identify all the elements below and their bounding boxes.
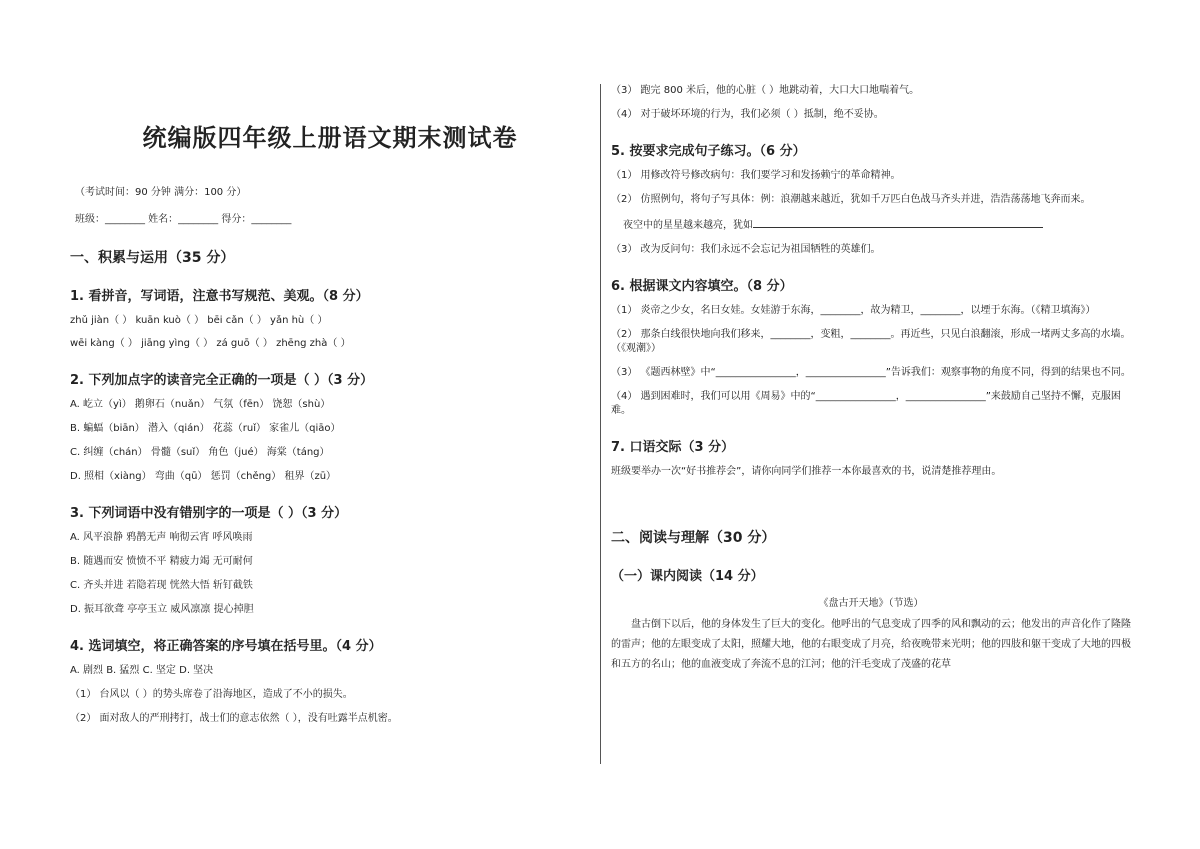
question-1-heading: 1. 看拼音，写词语，注意书写规范、美观。（8 分） — [70, 289, 369, 304]
page-title: 统编版四年级上册语文期末测试卷 — [142, 124, 518, 152]
exam-info: （考试时间：90 分钟 满分：100 分） — [75, 187, 247, 198]
question-4-heading: 4. 选词填空，将正确答案的序号填在括号里。（4 分） — [70, 639, 382, 654]
pinyin-row-2: wēi kàng（ ） jiāng yìng（ ） zá guō（ ） zhēng zhà（ ） — [70, 338, 351, 349]
question-2-heading: 2. 下列加点字的读音完全正确的一项是（ ）（3 分） — [70, 373, 374, 388]
q7-text: 班级要举办一次“好书推荐会”，请你向同学们推荐一本你最喜欢的书，说清楚推荐理由。 — [611, 466, 1002, 477]
q2-option-c: C. 纠缠（chán） 骨髓（suǐ） 角色（jué） 海棠（táng） — [70, 447, 330, 458]
q5-item-2: （2） 仿照例句，将句子写具体：例：浪潮越来越近，犹如千万匹白色战马齐头并进，浩浩荡荡地飞奔而来。 — [611, 194, 1091, 205]
q6-item-2: （2） 那条白线很快地向我们移来，________，变粗，________。再近些，只见白浪翻滚，形成一堵两丈多高的水墙。（《观潮》） — [611, 329, 1131, 354]
section-heading-2: 二、阅读与理解（30 分） — [611, 530, 776, 546]
q4-item-1: （1） 台风以（ ）的势头席卷了沿海地区，造成了不小的损失。 — [70, 689, 353, 700]
q3-option-b: B. 随遇而安 愤愤不平 精疲力竭 无可耐何 — [70, 556, 253, 567]
q6-item-1: （1） 炎帝之少女，名曰女娃。女娃游于东海，________，故为精卫，________，以堙于东海。（《精卫填海》） — [611, 305, 1096, 316]
left-column — [70, 84, 590, 736]
q3-option-c: C. 齐头并进 若隐若现 恍然大悟 斩钉截铁 — [70, 580, 253, 591]
question-3-heading: 3. 下列词语中没有错别字的一项是（ ）（3 分） — [70, 506, 348, 521]
passage-title: 《盘古开天地》（节选） — [818, 598, 924, 609]
q5-item-2-prompt: 夜空中的星星越来越亮，犹如 — [623, 220, 753, 231]
q5-item-1: （1） 用修改符号修改病句：我们要学习和发扬赖宁的革命精神。 — [611, 170, 901, 181]
column-divider — [600, 84, 601, 764]
q2-option-a: A. 屹立（yì） 鹅卵石（nuǎn） 气氛（fēn） 饶恕（shù） — [70, 399, 331, 410]
q3-option-a: A. 风平浪静 鸦鹊无声 响彻云宵 呼风唤雨 — [70, 532, 253, 543]
q2-option-b: B. 蝙蝠（biān） 潜入（qián） 花蕊（ruǐ） 家雀儿（qiāo） — [70, 423, 341, 434]
q4-item-4: （4） 对于破坏环境的行为，我们必须（ ）抵制，绝不妥协。 — [611, 109, 884, 120]
q4-item-3: （3） 跑完 800 米后，他的心脏（ ）地跳动着，大口大口地喘着气。 — [611, 85, 920, 96]
pinyin-row-1: zhǔ jiàn（ ） kuān kuò（ ） bēi cǎn（ ） yǎn hù（ ） — [70, 315, 328, 326]
q4-choices: A. 剧烈 B. 猛烈 C. 坚定 D. 坚决 — [70, 665, 214, 676]
q6-item-3: （3） 《题西林壁》中“________________，________________”告诉我们：观察事物的角度不同，得到的结果也不同。 — [611, 367, 1131, 378]
question-6-heading: 6. 根据课文内容填空。（8 分） — [611, 279, 793, 294]
q5-item-3: （3） 改为反问句：我们永远不会忘记为祖国牺牲的英雄们。 — [611, 244, 881, 255]
passage-text: 盘古倒下以后，他的身体发生了巨大的变化。他呼出的气息变成了四季的风和飘动的云；他发出的声音化作了隆隆的雷声；他的左眼变成了太阳，照耀大地，他的右眼变成了月亮，给夜晚带来光明；他的四肢和躯干变成了大地的四极和五方的名山；他的血液变成了奔流不息的江河；他的汗毛变成了茂盛的花草 — [611, 619, 1131, 670]
question-5-heading: 5. 按要求完成句子练习。（6 分） — [611, 144, 806, 159]
q2-option-d: D. 照相（xiàng） 弯曲（qū） 惩罚（chěng） 租界（zū） — [70, 471, 337, 482]
q3-option-d: D. 振耳欲聋 亭亭玉立 威风凛凛 提心掉胆 — [70, 604, 254, 615]
section-heading-1: 一、积累与运用（35 分） — [70, 250, 235, 266]
q6-item-4: （4） 遇到困难时，我们可以用《周易》中的“________________，________________”来鼓励自己坚持不懈，克服困难。 — [611, 391, 1121, 416]
q4-item-2: （2） 面对敌人的严刑拷打，战士们的意志依然（ ），没有吐露半点机密。 — [70, 713, 398, 724]
question-7-heading: 7. 口语交际（3 分） — [611, 440, 735, 455]
student-fields: 班级：________ 姓名：________ 得分：________ — [75, 214, 292, 225]
subsection-heading-1: （一）课内阅读（14 分） — [611, 569, 764, 584]
right-column — [611, 84, 1131, 675]
q5-item-2-answer-line — [611, 217, 1131, 233]
answer-blank[interactable] — [753, 217, 1043, 228]
